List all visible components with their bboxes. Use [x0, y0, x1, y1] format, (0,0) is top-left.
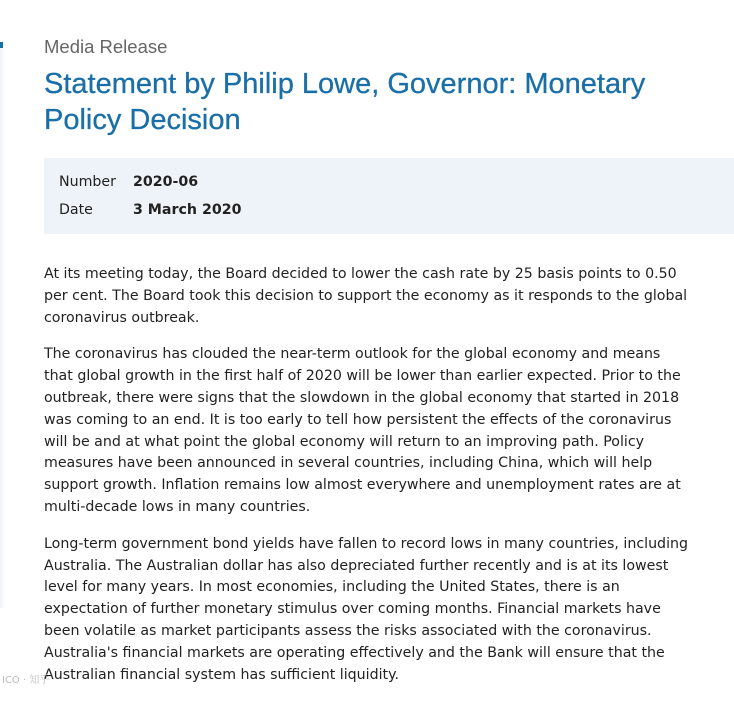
meta-number-label: Number: [59, 174, 116, 190]
watermark-logo: ICO · 知乎: [2, 675, 50, 686]
left-sidebar-edge: [0, 48, 6, 608]
release-body: [44, 264, 692, 686]
page-kicker: Media Release: [44, 36, 168, 57]
body-paragraph: At its meeting today, the Board decided to lower the cash rate by 25 basis points to 0.50 per cent. The Board took this decision to support the economy as it responds to the global coronavirus outbreak.: [44, 266, 688, 326]
body-paragraph: Long-term government bond yields have fallen to record lows in many countries, including Australia. The Australian dollar has also depreciated further recently and is at its lowest level for many years. In most economies, including the United States, there is an expectation of further monetary stimulus over coming months. Financial markets have been volatile as market participants assess the risks associated with the coronavirus. Australia's financial markets are operating effectively and the Bank will ensure that the Australian financial system has sufficient liquidity.: [44, 535, 689, 683]
release-meta-box: [44, 158, 734, 234]
main-content: [44, 36, 734, 701]
meta-number-value: 2020-06: [133, 174, 199, 190]
meta-row-number: [59, 168, 734, 196]
meta-date-label: Date: [59, 202, 93, 218]
meta-row-date: [59, 196, 734, 224]
meta-date-value: 3 March 2020: [133, 202, 242, 218]
page-title: Statement by Philip Lowe, Governor: Monetary Policy Decision: [44, 68, 646, 136]
body-paragraph: The coronavirus has clouded the near-term outlook for the global economy and means that global growth in the first half of 2020 will be lower than earlier expected. Prior to the outbreak, there were signs that the slowdown in the global economy that started in 2018 was coming to an end. It is too early to tell how persistent the effects of the coronavirus will be and at what point the global economy will return to an improving path. Policy measures have been announced in several countries, including China, which will help support growth. Inflation remains low almost everywhere and unemployment rates are at multi-decade lows in many countries.: [44, 346, 681, 515]
